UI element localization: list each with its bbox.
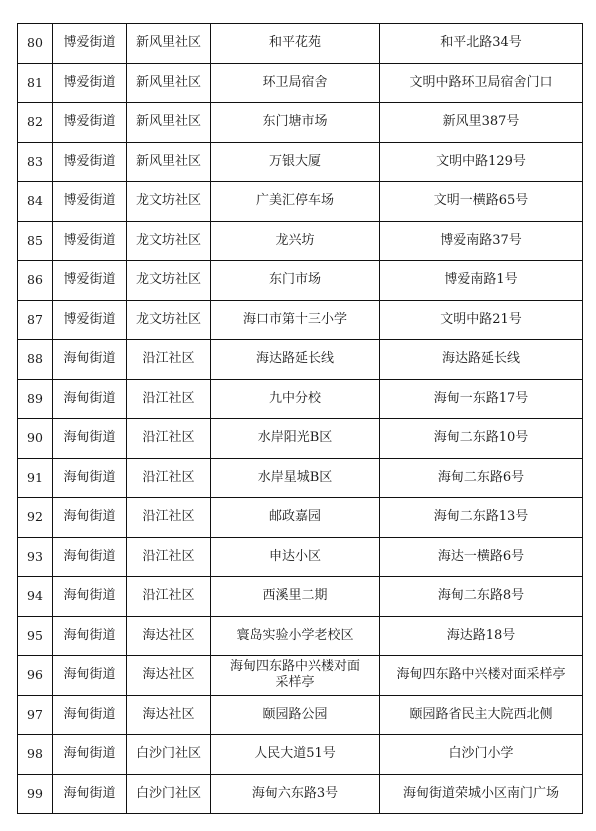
row-number: 80 [18, 24, 53, 64]
row-number: 98 [18, 735, 53, 775]
table-row [18, 340, 583, 380]
street-cell: 海甸街道 [53, 735, 127, 775]
row-number: 99 [18, 774, 53, 814]
table-row [18, 261, 583, 301]
address-cell: 海甸二东路10号 [380, 419, 583, 459]
table-row [18, 458, 583, 498]
community-cell: 龙文坊社区 [127, 182, 211, 222]
community-cell: 龙文坊社区 [127, 300, 211, 340]
table-row [18, 537, 583, 577]
row-number: 95 [18, 616, 53, 656]
table-row [18, 63, 583, 103]
table-row [18, 577, 583, 617]
community-cell: 沿江社区 [127, 498, 211, 538]
street-cell: 海甸街道 [53, 656, 127, 696]
row-number: 88 [18, 340, 53, 380]
address-cell: 海达一横路6号 [380, 537, 583, 577]
location-cell: 水岸星城B区 [211, 458, 380, 498]
street-cell: 博爱街道 [53, 261, 127, 301]
table-row [18, 498, 583, 538]
community-cell: 海达社区 [127, 616, 211, 656]
row-number: 81 [18, 63, 53, 103]
sampling-sites-table [17, 23, 583, 814]
table-row [18, 419, 583, 459]
address-cell: 白沙门小学 [380, 735, 583, 775]
address-cell: 海达路延长线 [380, 340, 583, 380]
community-cell: 沿江社区 [127, 458, 211, 498]
community-cell: 新风里社区 [127, 103, 211, 143]
community-cell: 沿江社区 [127, 537, 211, 577]
address-cell: 海甸街道荣城小区南门广场 [380, 774, 583, 814]
row-number: 97 [18, 695, 53, 735]
location-cell: 人民大道51号 [211, 735, 380, 775]
address-cell: 海甸一东路17号 [380, 379, 583, 419]
row-number: 87 [18, 300, 53, 340]
row-number: 92 [18, 498, 53, 538]
table-row [18, 616, 583, 656]
table-body [18, 24, 583, 814]
address-cell: 博爱南路1号 [380, 261, 583, 301]
address-cell: 文明一横路65号 [380, 182, 583, 222]
address-cell: 海甸二东路8号 [380, 577, 583, 617]
row-number: 90 [18, 419, 53, 459]
location-cell: 九中分校 [211, 379, 380, 419]
location-cell: 万银大厦 [211, 142, 380, 182]
street-cell: 海甸街道 [53, 616, 127, 656]
street-cell: 海甸街道 [53, 379, 127, 419]
location-cell: 西溪里二期 [211, 577, 380, 617]
street-cell: 博爱街道 [53, 142, 127, 182]
table-row [18, 221, 583, 261]
street-cell: 博爱街道 [53, 300, 127, 340]
location-cell: 颐园路公园 [211, 695, 380, 735]
table-row [18, 774, 583, 814]
location-cell: 广美汇停车场 [211, 182, 380, 222]
row-number: 84 [18, 182, 53, 222]
location-cell: 海达路延长线 [211, 340, 380, 380]
location-cell: 水岸阳光B区 [211, 419, 380, 459]
street-cell: 博爱街道 [53, 103, 127, 143]
location-cell: 邮政嘉园 [211, 498, 380, 538]
address-cell: 海甸二东路6号 [380, 458, 583, 498]
address-cell: 新风里387号 [380, 103, 583, 143]
row-number: 85 [18, 221, 53, 261]
address-cell: 海甸四东路中兴楼对面采样亭 [380, 656, 583, 696]
street-cell: 海甸街道 [53, 340, 127, 380]
street-cell: 海甸街道 [53, 577, 127, 617]
location-cell: 海甸六东路3号 [211, 774, 380, 814]
community-cell: 白沙门社区 [127, 774, 211, 814]
row-number: 83 [18, 142, 53, 182]
table-row [18, 695, 583, 735]
address-cell: 文明中路129号 [380, 142, 583, 182]
location-cell: 海口市第十三小学 [211, 300, 380, 340]
row-number: 94 [18, 577, 53, 617]
street-cell: 博爱街道 [53, 24, 127, 64]
street-cell: 海甸街道 [53, 419, 127, 459]
street-cell: 海甸街道 [53, 458, 127, 498]
street-cell: 博爱街道 [53, 63, 127, 103]
table-row [18, 300, 583, 340]
location-cell: 海甸四东路中兴楼对面采样亭 [211, 656, 380, 696]
table-row [18, 379, 583, 419]
address-cell: 海甸二东路13号 [380, 498, 583, 538]
community-cell: 海达社区 [127, 656, 211, 696]
street-cell: 海甸街道 [53, 695, 127, 735]
community-cell: 海达社区 [127, 695, 211, 735]
table-row [18, 656, 583, 696]
community-cell: 新风里社区 [127, 24, 211, 64]
table-row [18, 103, 583, 143]
location-cell: 龙兴坊 [211, 221, 380, 261]
location-cell: 东门市场 [211, 261, 380, 301]
community-cell: 沿江社区 [127, 340, 211, 380]
street-cell: 博爱街道 [53, 182, 127, 222]
street-cell: 海甸街道 [53, 537, 127, 577]
community-cell: 沿江社区 [127, 379, 211, 419]
location-cell: 东门塘市场 [211, 103, 380, 143]
row-number: 89 [18, 379, 53, 419]
address-cell: 文明中路21号 [380, 300, 583, 340]
community-cell: 沿江社区 [127, 577, 211, 617]
row-number: 82 [18, 103, 53, 143]
table-row [18, 142, 583, 182]
row-number: 96 [18, 656, 53, 696]
community-cell: 龙文坊社区 [127, 221, 211, 261]
row-number: 93 [18, 537, 53, 577]
table-row [18, 735, 583, 775]
community-cell: 新风里社区 [127, 142, 211, 182]
location-cell: 和平花苑 [211, 24, 380, 64]
location-cell: 环卫局宿舍 [211, 63, 380, 103]
address-cell: 海达路18号 [380, 616, 583, 656]
location-cell: 寰岛实验小学老校区 [211, 616, 380, 656]
community-cell: 沿江社区 [127, 419, 211, 459]
street-cell: 海甸街道 [53, 774, 127, 814]
community-cell: 新风里社区 [127, 63, 211, 103]
street-cell: 海甸街道 [53, 498, 127, 538]
table-row [18, 182, 583, 222]
row-number: 86 [18, 261, 53, 301]
community-cell: 白沙门社区 [127, 735, 211, 775]
address-cell: 博爱南路37号 [380, 221, 583, 261]
address-cell: 和平北路34号 [380, 24, 583, 64]
row-number: 91 [18, 458, 53, 498]
community-cell: 龙文坊社区 [127, 261, 211, 301]
address-cell: 文明中路环卫局宿舍门口 [380, 63, 583, 103]
location-cell: 申达小区 [211, 537, 380, 577]
street-cell: 博爱街道 [53, 221, 127, 261]
address-cell: 颐园路省民主大院西北侧 [380, 695, 583, 735]
table-row [18, 24, 583, 64]
